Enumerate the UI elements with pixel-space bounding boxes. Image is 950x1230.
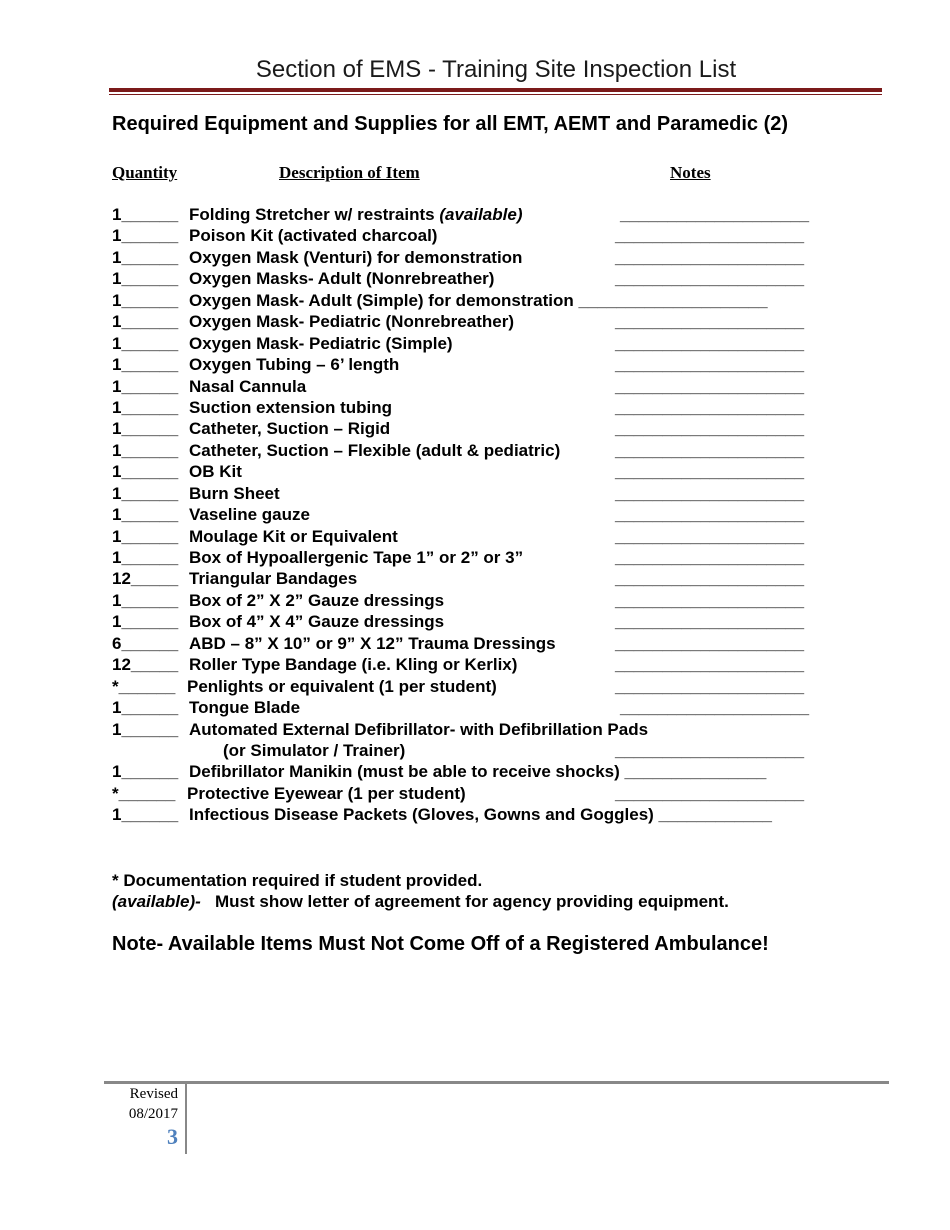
- list-item: [112, 247, 872, 268]
- item-description: Oxygen Masks- Adult (Nonrebreather): [189, 269, 495, 289]
- available-label: (available)-: [112, 892, 201, 911]
- list-item: [112, 761, 872, 782]
- item-quantity: 1______: [112, 290, 179, 310]
- item-description: Moulage Kit or Equivalent: [189, 526, 398, 546]
- section-heading: Required Equipment and Supplies for all EMT, AEMT and Paramedic (2): [112, 113, 789, 135]
- item-quantity: 1______: [112, 312, 179, 332]
- item-quantity: 6______: [112, 633, 179, 653]
- item-description: (or Simulator / Trainer): [223, 740, 406, 760]
- item-notes-line: ____________________: [615, 247, 805, 267]
- item-notes-line: ____________________: [615, 376, 805, 396]
- item-notes-line: ____________________: [615, 419, 805, 439]
- ambulance-warning: Note- Available Items Must Not Come Off of a Registered Ambulance!: [112, 933, 769, 955]
- list-item: [112, 504, 872, 525]
- item-quantity: *______: [112, 676, 176, 696]
- list-item: [112, 783, 872, 804]
- item-description: Catheter, Suction – Rigid: [189, 419, 391, 439]
- item-notes-line: ____________________: [578, 290, 768, 310]
- item-description: Oxygen Mask (Venturi) for demonstration: [189, 247, 523, 267]
- item-notes-line: ____________________: [615, 269, 805, 289]
- page-number: 3: [167, 1124, 178, 1149]
- item-quantity: 1______: [112, 226, 179, 246]
- list-item: [112, 590, 872, 611]
- item-notes-line: ____________________: [615, 440, 805, 460]
- footnote-student-provided: * Documentation required if student provided.: [112, 871, 483, 890]
- list-item: [112, 461, 872, 482]
- item-quantity: 1______: [112, 333, 179, 353]
- item-notes-line: ____________________: [615, 783, 805, 803]
- list-item: [112, 483, 872, 504]
- item-description: Vaseline gauze: [189, 505, 310, 525]
- item-notes-line: ____________________: [620, 698, 810, 718]
- list-item: [112, 654, 872, 675]
- list-item: [112, 611, 872, 632]
- list-item: [112, 268, 872, 289]
- item-notes-line: ____________________: [620, 205, 810, 224]
- item-notes-line: ____________________: [615, 526, 805, 546]
- item-quantity: 1______: [112, 205, 179, 224]
- header-divider: [109, 88, 882, 92]
- footer-revised-label: Revised: [129, 1086, 178, 1102]
- list-item: [112, 376, 872, 397]
- item-notes-line: ____________________: [615, 676, 805, 696]
- item-quantity: 1______: [112, 462, 179, 482]
- item-quantity: 12_____: [112, 655, 179, 675]
- item-quantity: 1______: [112, 376, 179, 396]
- column-header-notes: Notes: [670, 163, 711, 182]
- list-item: [112, 697, 872, 718]
- item-quantity: 1______: [112, 483, 179, 503]
- item-quantity: 1______: [112, 719, 179, 739]
- item-description: Triangular Bandages: [189, 569, 358, 589]
- item-quantity: 1______: [112, 805, 179, 825]
- list-item: [112, 290, 872, 311]
- item-quantity: 1______: [112, 526, 179, 546]
- item-quantity: 1______: [112, 698, 179, 718]
- item-notes-line: ____________________: [615, 590, 805, 610]
- list-item: [112, 676, 872, 697]
- item-description: Infectious Disease Packets (Gloves, Gowns and Goggles) ____________: [189, 805, 773, 825]
- item-quantity: 1______: [112, 612, 179, 632]
- list-item: [112, 418, 872, 439]
- item-notes-line: ____________________: [615, 312, 805, 332]
- column-header-quantity: Quantity: [112, 163, 178, 182]
- item-notes-line: ____________: [658, 805, 773, 825]
- item-quantity: 12_____: [112, 569, 179, 589]
- footer-revised-date: 08/2017: [128, 1106, 178, 1122]
- item-description: Roller Type Bandage (i.e. Kling or Kerlix): [189, 655, 518, 675]
- item-notes-line: ____________________: [615, 740, 805, 760]
- list-item: [112, 354, 872, 375]
- list-item: [112, 633, 872, 654]
- item-description: Box of Hypoallergenic Tape 1” or 2” or 3”: [189, 548, 524, 567]
- item-notes-line: ____________________: [615, 333, 805, 353]
- item-description: Protective Eyewear (1 per student): [187, 783, 466, 803]
- item-quantity: 1______: [112, 505, 179, 525]
- item-description: Folding Stretcher w/ restraints (available): [189, 205, 523, 224]
- list-item-continuation: [112, 740, 872, 761]
- item-notes-line: ____________________: [615, 612, 805, 632]
- list-item: [112, 547, 872, 568]
- item-quantity: 1______: [112, 548, 179, 567]
- item-description: OB Kit: [189, 462, 242, 482]
- item-quantity: *______: [112, 783, 176, 803]
- item-description: Box of 4” X 4” Gauze dressings: [189, 612, 445, 632]
- equipment-list: [112, 204, 872, 826]
- footnote-available: (available)- Must show letter of agreement for agency providing equipment.: [112, 892, 729, 911]
- item-quantity: 1______: [112, 440, 179, 460]
- item-description: Box of 2” X 2” Gauze dressings: [189, 590, 445, 610]
- list-item: [112, 440, 872, 461]
- list-item: [112, 333, 872, 354]
- item-quantity: 1______: [112, 397, 179, 417]
- item-quantity: 1______: [112, 355, 179, 375]
- item-description: Poison Kit (activated charcoal): [189, 226, 438, 246]
- item-notes-line: ____________________: [615, 569, 805, 589]
- list-item: [112, 311, 872, 332]
- item-description: Tongue Blade: [189, 698, 301, 718]
- item-notes-line: ____________________: [615, 397, 805, 417]
- item-quantity: 1______: [112, 762, 179, 782]
- item-description: Burn Sheet: [189, 483, 280, 503]
- list-item: [112, 204, 872, 225]
- item-description: Oxygen Mask- Pediatric (Nonrebreather): [189, 312, 514, 332]
- item-notes-line: _______________: [624, 762, 767, 782]
- item-description: Suction extension tubing: [189, 397, 393, 417]
- item-quantity: 1______: [112, 247, 179, 267]
- item-description: Oxygen Mask- Adult (Simple) for demonstration ____________________: [189, 290, 768, 310]
- item-quantity: 1______: [112, 419, 179, 439]
- list-item: [112, 568, 872, 589]
- item-notes-line: ____________________: [615, 505, 805, 525]
- item-quantity: 1______: [112, 590, 179, 610]
- list-item: [112, 804, 872, 825]
- header-divider-thin: [109, 94, 882, 95]
- item-description: Defibrillator Manikin (must be able to receive shocks) _______________: [189, 762, 767, 782]
- item-description: ABD – 8” X 10” or 9” X 12” Trauma Dressings: [189, 633, 556, 653]
- footer-divider: [104, 1081, 889, 1084]
- item-notes-line: ____________________: [615, 483, 805, 503]
- list-item: [112, 397, 872, 418]
- item-notes-line: ____________________: [615, 355, 805, 375]
- item-notes-line: ____________________: [615, 226, 805, 246]
- item-description: Oxygen Tubing – 6’ length: [189, 355, 400, 375]
- item-description: Automated External Defibrillator- with Defibrillation Pads: [189, 719, 649, 739]
- page-header-title: Section of EMS - Training Site Inspection List: [255, 56, 737, 83]
- item-notes-line: ____________________: [615, 633, 805, 653]
- item-description: Catheter, Suction – Flexible (adult & pediatric): [189, 440, 561, 460]
- item-description: Nasal Cannula: [189, 376, 307, 396]
- item-notes-line: ____________________: [615, 548, 805, 567]
- item-description: Penlights or equivalent (1 per student): [187, 676, 497, 696]
- column-header-description: Description of Item: [279, 163, 420, 182]
- item-description: Oxygen Mask- Pediatric (Simple): [189, 333, 453, 353]
- item-notes-line: ____________________: [615, 655, 805, 675]
- footer-vertical-divider: [185, 1084, 187, 1154]
- list-item: [112, 225, 872, 246]
- item-notes-line: ____________________: [615, 462, 805, 482]
- item-quantity: 1______: [112, 269, 179, 289]
- list-item: [112, 719, 872, 740]
- available-note: (available): [439, 205, 523, 224]
- list-item: [112, 526, 872, 547]
